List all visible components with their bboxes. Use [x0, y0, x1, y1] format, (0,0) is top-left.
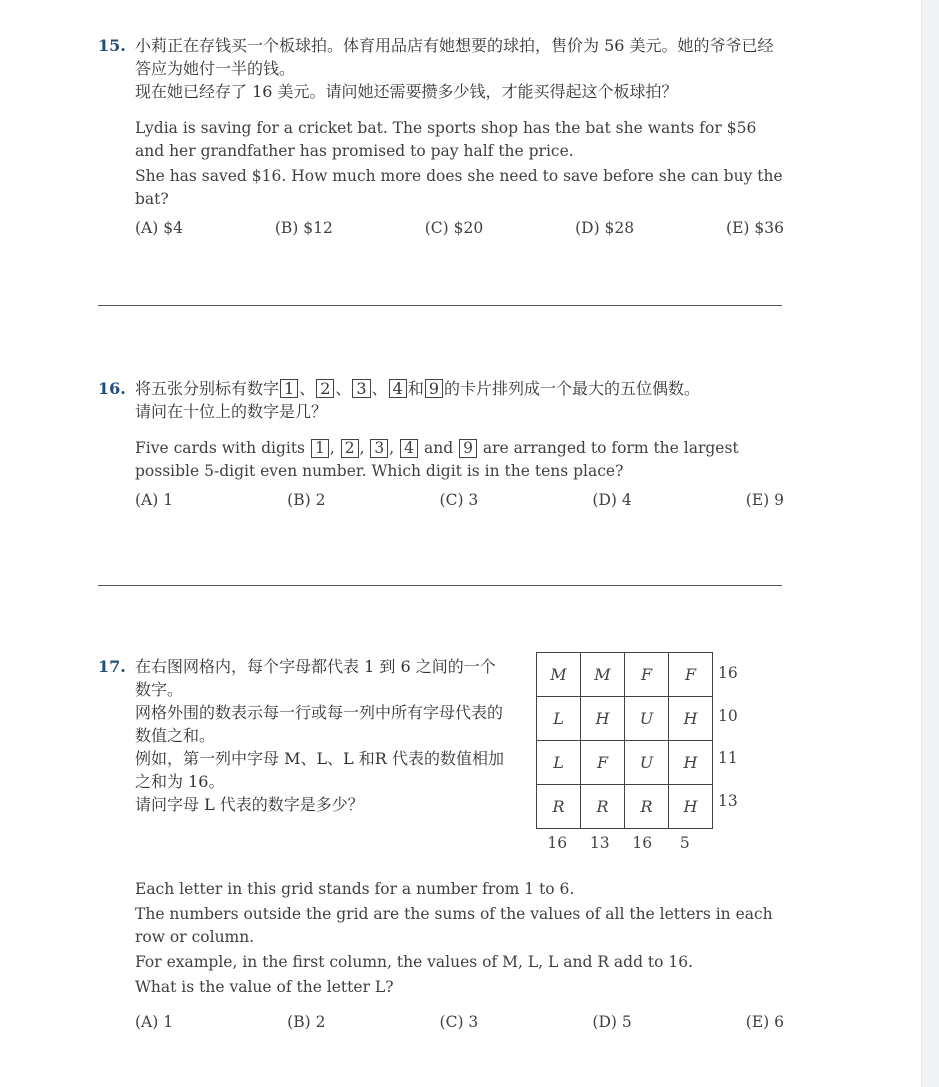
answer-option-e[interactable]: (E) 9 [745, 491, 784, 509]
column-sums [536, 834, 706, 852]
digit-card: 4 [400, 439, 418, 458]
grid-cell: H [581, 697, 625, 741]
grid-cell: L [537, 741, 581, 785]
answer-option-d[interactable]: (D) 5 [592, 1013, 632, 1031]
answer-option-b[interactable]: (B) $12 [274, 219, 333, 237]
problem-zh-text: 请问字母 L 代表的数字是多少？ [135, 795, 364, 814]
problem-en-text: What is the value of the letter L? [135, 978, 394, 996]
letter-grid [536, 652, 738, 852]
grid-cell: R [537, 785, 581, 829]
digit-card: 9 [459, 439, 477, 458]
digit-card: 1 [311, 439, 329, 458]
answer-option-a[interactable]: (A) 1 [135, 1013, 174, 1031]
answer-option-c[interactable]: (C) 3 [439, 491, 479, 509]
digit-card: 9 [425, 379, 443, 398]
grid-cell: H [669, 697, 713, 741]
digit-card: 3 [370, 439, 388, 458]
row-sum: 11 [718, 749, 738, 767]
grid-row [537, 741, 713, 785]
problem-15 [98, 34, 784, 237]
row-sum: 10 [718, 707, 738, 725]
problem-number: 16. [98, 379, 126, 398]
problem-number: 17. [98, 657, 126, 676]
digit-card: 4 [389, 379, 407, 398]
answer-option-a[interactable]: (A) 1 [135, 491, 174, 509]
problem-en-text: Five cards with digits 1 , 2 , 3 , 4 and 9 are arranged to form the largest possible 5-digit even number. Which digit is in the tens place? [135, 439, 739, 480]
grid-cell: M [581, 653, 625, 697]
text-fragment: 请问在十位上的数字是几？ [135, 402, 328, 421]
digit-card: 2 [316, 379, 334, 398]
answer-option-d[interactable]: (D) 4 [592, 491, 632, 509]
answer-option-a[interactable]: (A) $4 [135, 219, 183, 237]
grid-cell: H [669, 741, 713, 785]
problem-zh-text: 例如，第一列中字母 M、L、L 和R 代表的数值相加之和为 16。 [135, 749, 504, 791]
section-divider [98, 585, 782, 586]
grid-row [537, 653, 713, 697]
problem-zh-text: 网格外围的数表示每一行或每一列中所有字母代表的数值之和。 [135, 703, 504, 745]
text-fragment: and [423, 439, 454, 457]
problem-16 [98, 377, 784, 509]
grid-cell: L [537, 697, 581, 741]
text-fragment: 、 [371, 379, 388, 398]
column-sum: 5 [679, 834, 690, 852]
grid-cell: U [625, 697, 669, 741]
problem-number: 15. [98, 36, 126, 55]
grid-cell: F [625, 653, 669, 697]
grid-cell: F [581, 741, 625, 785]
answer-options [135, 1013, 784, 1031]
row-sum: 16 [718, 664, 738, 682]
text-fragment: are arranged to form the largest possible 5-digit even number. Which digit is in the tens place? [135, 439, 739, 480]
problem-zh-text [135, 377, 784, 423]
digit-card: 2 [341, 439, 359, 458]
text-fragment: 将五张分别标有数字 [135, 379, 280, 398]
row-sum: 13 [718, 792, 738, 810]
column-sum: 16 [547, 834, 568, 852]
problem-en-text: For example, in the first column, the values of M, L, L and R add to 16. [135, 953, 694, 971]
answer-option-e[interactable]: (E) $36 [726, 219, 784, 237]
problem-zh-text: 现在她已经存了 16 美元。请问她还需要攒多少钱，才能买得起这个板球拍？ [135, 82, 678, 101]
text-fragment: 和 [407, 379, 424, 398]
grid-cell: M [537, 653, 581, 697]
grid-row [537, 697, 713, 741]
answer-option-b[interactable]: (B) 2 [287, 491, 326, 509]
text-fragment: 、 [335, 379, 352, 398]
answer-options [135, 219, 784, 237]
column-sum: 13 [589, 834, 610, 852]
answer-option-d[interactable]: (D) $28 [575, 219, 635, 237]
digit-card: 1 [280, 379, 298, 398]
answer-option-c[interactable]: (C) 3 [439, 1013, 479, 1031]
problem-en-text: Each letter in this grid stands for a number from 1 to 6. [135, 880, 575, 898]
answer-option-b[interactable]: (B) 2 [287, 1013, 326, 1031]
grid-cell: R [625, 785, 669, 829]
text-fragment: 、 [299, 379, 316, 398]
grid-row [537, 785, 713, 829]
problem-en-text: The numbers outside the grid are the sums of the values of all the letters in each row or column. [135, 905, 773, 946]
text-fragment: Five cards with digits [135, 439, 306, 457]
grid-table [536, 652, 713, 829]
problem-en-text: She has saved $16. How much more does she need to save before she can buy the bat? [135, 167, 783, 208]
grid-cell: H [669, 785, 713, 829]
grid-cell: R [581, 785, 625, 829]
answer-option-e[interactable]: (E) 6 [745, 1013, 784, 1031]
grid-cell: F [669, 653, 713, 697]
problem-zh-text: 小莉正在存钱买一个板球拍。体育用品店有她想要的球拍，售价为 56 美元。她的爷爷已经答应为她付一半的钱。 [135, 36, 774, 78]
text-fragment: 的卡片排列成一个最大的五位偶数。 [444, 379, 701, 398]
grid-cell: U [625, 741, 669, 785]
scrollbar-track[interactable] [921, 0, 939, 1087]
problem-zh-text: 在右图网格内，每个字母都代表 1 到 6 之间的一个数字。 [135, 657, 496, 699]
answer-option-c[interactable]: (C) $20 [424, 219, 484, 237]
section-divider [98, 305, 782, 306]
problem-en-text: Lydia is saving for a cricket bat. The sports shop has the bat she wants for $56 and her grandfather has promised to pay half the price. [135, 119, 757, 160]
digit-card: 3 [352, 379, 370, 398]
column-sum: 16 [632, 834, 653, 852]
answer-options [135, 491, 784, 509]
